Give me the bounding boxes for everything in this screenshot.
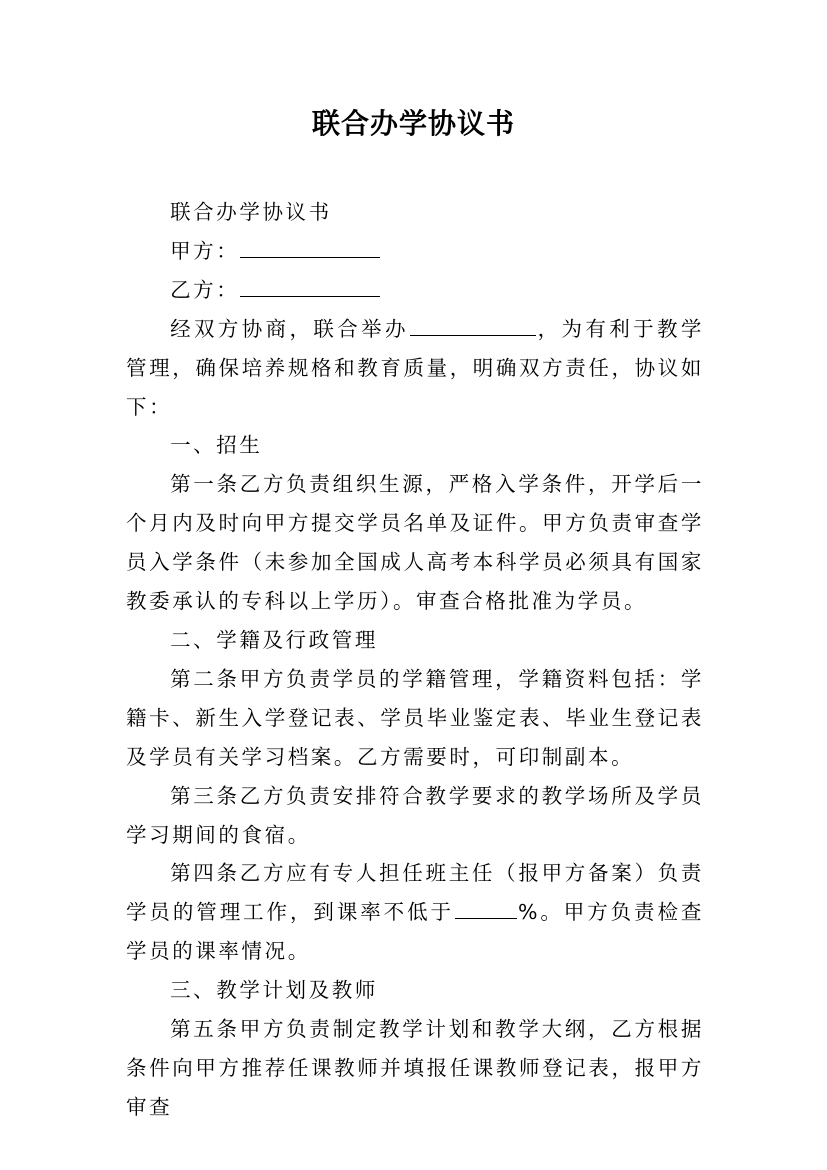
section2-heading: 二、学籍及行政管理 <box>170 627 378 652</box>
party-a-label: 甲方： <box>170 238 240 263</box>
article4-paragraph <box>126 854 704 971</box>
document-body <box>126 193 704 1127</box>
party-b-blank <box>240 274 380 297</box>
program-name-blank <box>410 313 536 336</box>
party-a-line <box>126 232 704 271</box>
party-a-blank <box>240 235 380 258</box>
intro-part2: ，为有利于教学管理，确保培养规格和教育质量，明确双方责任，协议如下： <box>126 316 705 419</box>
article5-paragraph: 第五条甲方负责制定教学计划和教学大纲，乙方根据条件向甲方推荐任课教师并填报任课教师登记表，报甲方审查 <box>126 1017 704 1119</box>
document-title: 联合办学协议书 <box>311 107 515 140</box>
article3-paragraph: 第三条乙方负责安排符合教学要求的教学场所及学员学习期间的食宿。 <box>126 783 704 847</box>
article1-paragraph: 第一条乙方负责组织生源，严格入学条件，开学后一个月内及时向甲方提交学员名单及证件。甲方负责审查学员入学条件（未参加全国成人高考本科学员必须具有国家教委承认的专科以上学历）。审查合格批准为学员。 <box>126 472 704 614</box>
article4-part2: %。甲方负责检查学员的课率情况。 <box>126 900 705 964</box>
party-b-line <box>126 271 704 310</box>
article2-paragraph: 第二条甲方负责学员的学籍管理，学籍资料包括：学籍卡、新生入学登记表、学员毕业鉴定表、毕业生登记表及学员有关学习档案。乙方需要时，可印制副本。 <box>126 666 704 769</box>
intro-part1: 经双方协商，联合举办 <box>170 316 409 341</box>
article4-part1: 第四条乙方应有专人担任班主任（报甲方备案）负责学员的管理工作，到课率不低于 <box>126 861 704 925</box>
attendance-rate-blank <box>455 897 517 920</box>
party-b-label: 乙方： <box>170 277 240 302</box>
heading-line: 联合办学协议书 <box>170 200 332 224</box>
intro-paragraph <box>126 310 704 427</box>
section3-heading: 三、教学计划及教师 <box>170 978 378 1003</box>
section1-heading: 一、招生 <box>170 433 263 458</box>
